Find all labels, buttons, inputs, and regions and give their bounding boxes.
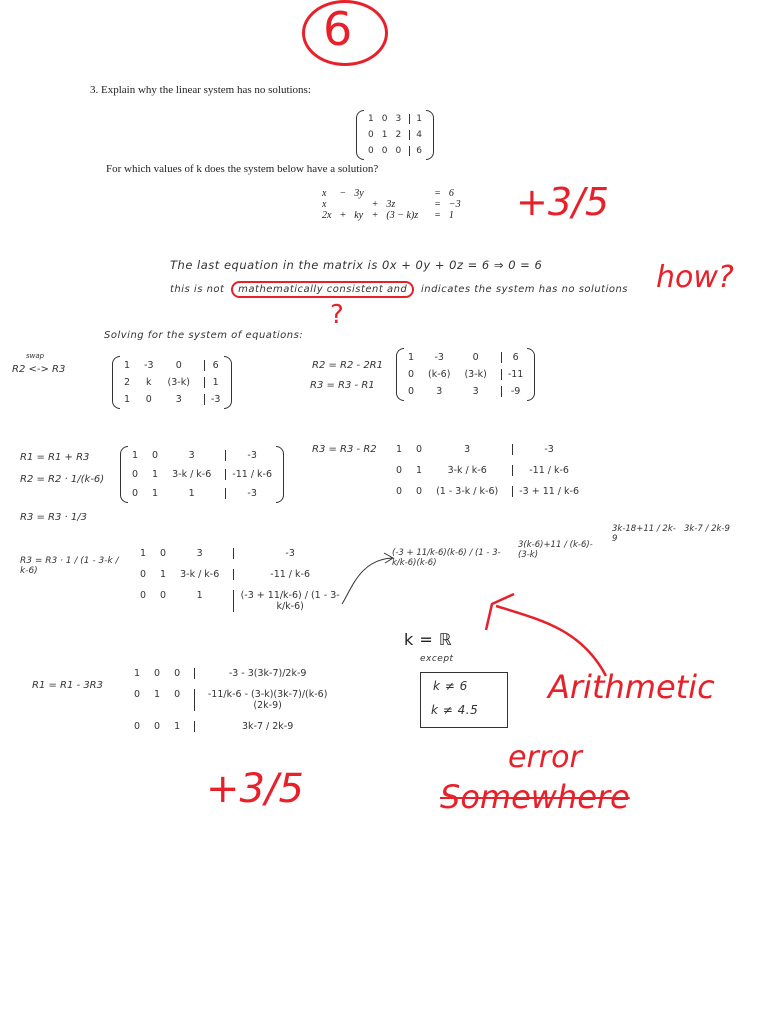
matrix-cell: 0: [160, 548, 167, 559]
matrix-cell: 3-k / k-6: [447, 465, 487, 476]
system-term: +: [371, 210, 379, 221]
answer-box: [420, 672, 508, 728]
matrix-cell: 1: [416, 465, 423, 476]
system-row: [318, 199, 465, 210]
comment-how: how?: [656, 260, 734, 295]
matrix-cell: 0: [134, 689, 141, 700]
linear-system: [318, 188, 465, 221]
matrix-cell: 0: [140, 569, 147, 580]
problem-matrix: [356, 110, 434, 160]
matrix-cell: 2: [124, 377, 131, 388]
comment-arithmetic: Arithmetic: [548, 668, 715, 706]
matrix-cell: 3: [175, 394, 182, 405]
system-term: 3y: [354, 188, 364, 199]
matrix-cell: 4: [409, 130, 422, 140]
system-term: 2x: [322, 210, 332, 221]
system-term: 6: [448, 188, 454, 199]
op-b2: R3 = R3 - R1: [310, 380, 375, 391]
matrix-cell: 0: [145, 394, 152, 405]
matrix-cell: 2: [395, 130, 402, 140]
matrix-cell: (1 - 3-k / k-6): [436, 486, 499, 497]
matrix-cell: 1: [152, 469, 159, 480]
matrix-cell: 6: [409, 146, 422, 156]
matrix-cell: -3: [225, 450, 272, 461]
matrix-cell: 1: [409, 114, 422, 124]
matrix-cell: 3: [472, 386, 479, 397]
matrix-cell: 1: [124, 394, 131, 405]
system-term: [422, 210, 430, 221]
matrix-cell: 0: [396, 486, 403, 497]
op-b1: R2 = R2 - 2R1: [312, 360, 383, 371]
matrix-cell: -11 / k-6: [233, 569, 340, 580]
matrix-cell: 1: [188, 488, 195, 499]
matrix-cell: 0: [416, 486, 423, 497]
matrix-cell: 0: [416, 444, 423, 455]
calc-2: 3(k-6)+11 / (k-6)-(3-k): [518, 540, 593, 560]
system-term: −: [339, 188, 347, 199]
answer-k: k = ℝ: [404, 630, 453, 649]
matrix-6: [130, 664, 338, 736]
op-d: R3 = R3 - R2: [312, 444, 377, 455]
system-term: [368, 188, 383, 199]
op-swap-label: swap: [26, 352, 45, 360]
score-mark-1: +3/5: [516, 180, 609, 224]
system-term: +: [339, 210, 347, 221]
matrix-cell: 1: [174, 721, 181, 732]
question-text: 3. Explain why the linear system has no solutions:: [90, 84, 311, 96]
matrix-cell: 0: [395, 146, 402, 156]
matrix-cell: 0: [174, 668, 181, 679]
matrix-cell: -3 + 11 / k-6: [512, 486, 579, 497]
matrix-cell: 3: [436, 386, 443, 397]
system-term: [422, 188, 430, 199]
matrix-cell: 6: [204, 360, 220, 371]
system-row: [318, 210, 465, 221]
answer-line-2-end: indicates the system has no solutions: [420, 284, 629, 295]
matrix-cell: 1: [204, 377, 220, 388]
comment-question-mark: ?: [330, 300, 344, 330]
matrix-cell: 0: [368, 146, 374, 156]
work-heading: Solving for the system of equations:: [104, 330, 304, 341]
matrix-cell: -11/k-6 - (3-k)(3k-7)/(k-6)(2k-9): [194, 689, 334, 711]
matrix-cell: 6: [501, 352, 524, 363]
matrix-cell: 0: [134, 721, 141, 732]
matrix-cell: 0: [472, 352, 479, 363]
matrix-cell: 0: [408, 369, 415, 380]
matrix-1: [112, 356, 232, 409]
matrix-cell: (3-k): [167, 377, 190, 388]
answer-except: except: [420, 654, 454, 664]
matrix-cell: 3: [395, 114, 402, 124]
matrix-cell: 0: [154, 668, 161, 679]
system-term: [422, 199, 430, 210]
answer-line-1: The last equation in the matrix is 0x + 0y + 0z = 6 ⇒ 0 = 6: [170, 258, 543, 272]
answer-line-2: [170, 284, 628, 295]
op-c1: R1 = R1 + R3: [20, 452, 90, 463]
system-term: [350, 199, 367, 210]
matrix-cell: 1: [396, 444, 403, 455]
matrix-cell: 0: [132, 469, 139, 480]
matrix-cell: 3: [196, 548, 203, 559]
system-term: +: [371, 199, 379, 210]
matrix-cell: 3-k / k-6: [180, 569, 220, 580]
matrix-cell: 1: [124, 360, 131, 371]
matrix-cell: 0: [396, 465, 403, 476]
matrix-cell: (3-k): [464, 369, 487, 380]
matrix-cell: 1: [368, 114, 374, 124]
matrix-cell: 3-k / k-6: [172, 469, 212, 480]
comment-somewhere: Somewhere: [440, 778, 630, 816]
op-e: R3 = R3 · 1 / (1 - 3-k / k-6): [20, 556, 119, 576]
matrix-cell: 0: [408, 386, 415, 397]
op-c2: R2 = R2 · 1/(k-6): [20, 474, 105, 485]
calc-3: 3k-18+11 / 2k-9: [612, 524, 676, 544]
system-term: =: [434, 210, 441, 221]
matrix-cell: (-3 + 11/k-6) / (1 - 3-k/k-6): [233, 590, 340, 612]
matrix-cell: 0: [174, 689, 181, 700]
matrix-cell: -3: [144, 360, 154, 371]
answer-condition-1: k ≠ 6: [433, 679, 468, 693]
system-term: 1: [448, 210, 454, 221]
matrix-4: [392, 440, 583, 501]
matrix-cell: -9: [501, 386, 524, 397]
matrix-cell: 1: [134, 668, 141, 679]
matrix-cell: 3: [464, 444, 471, 455]
matrix-5: [136, 544, 344, 616]
system-row: [318, 188, 465, 199]
matrix-cell: -3: [204, 394, 220, 405]
matrix-cell: 1: [160, 569, 167, 580]
system-term: x: [322, 188, 327, 199]
matrix-cell: 0: [154, 721, 161, 732]
system-term: =: [434, 199, 441, 210]
matrix-cell: 0: [152, 450, 159, 461]
arrow-connector: [338, 548, 398, 608]
circled-phrase: mathematically consistent and: [231, 281, 414, 298]
matrix-cell: 0: [160, 590, 167, 601]
matrix-cell: -11: [501, 369, 524, 380]
answer-condition-2: k ≠ 4.5: [431, 703, 479, 717]
matrix-cell: -11 / k-6: [512, 465, 579, 476]
matrix-cell: 1: [381, 130, 388, 140]
system-term: (3 − k)z: [386, 210, 419, 221]
system-term: x: [322, 199, 327, 210]
matrix-cell: k: [146, 377, 152, 388]
matrix-cell: -3: [434, 352, 444, 363]
calc-1: (-3 + 11/k-6)(k-6) / (1 - 3-k/k-6)(k-6): [392, 548, 501, 568]
matrix-cell: 1: [140, 548, 147, 559]
system-term: 3z: [386, 199, 396, 210]
system-term: =: [434, 188, 441, 199]
answer-line-2-start: this is not: [170, 284, 225, 295]
grade-score: 6: [323, 2, 353, 56]
matrix-cell: 1: [154, 689, 161, 700]
matrix-cell: 3k-7 / 2k-9: [194, 721, 334, 732]
system-term: [335, 199, 350, 210]
subquestion-text: For which values of k does the system below have a solution?: [106, 163, 379, 175]
matrix-3: [120, 446, 284, 503]
matrix-cell: -3: [225, 488, 272, 499]
matrix-cell: 1: [408, 352, 415, 363]
calc-4: 3k-7 / 2k-9: [684, 524, 730, 534]
matrix-cell: (k-6): [428, 369, 451, 380]
matrix-cell: 0: [368, 130, 374, 140]
matrix-cell: 1: [132, 450, 139, 461]
matrix-cell: -3: [233, 548, 340, 559]
matrix-cell: 1: [152, 488, 159, 499]
matrix-cell: -3: [512, 444, 579, 455]
matrix-cell: -11 / k-6: [225, 469, 272, 480]
matrix-cell: 3: [188, 450, 195, 461]
matrix-cell: 0: [175, 360, 182, 371]
matrix-cell: 1: [196, 590, 203, 601]
matrix-cell: 0: [381, 146, 388, 156]
score-mark-2: +3/5: [206, 766, 304, 812]
matrix-cell: -3 - 3(3k-7)/2k-9: [194, 668, 334, 679]
matrix-cell: 0: [381, 114, 388, 124]
system-term: [382, 188, 422, 199]
op-f: R1 = R1 - 3R3: [32, 680, 103, 691]
matrix-cell: 0: [140, 590, 147, 601]
op-swap: R2 <-> R3: [12, 364, 66, 375]
system-term: −3: [448, 199, 461, 210]
op-c3: R3 = R3 · 1/3: [20, 512, 87, 523]
comment-error: error: [508, 740, 582, 775]
matrix-cell: 0: [132, 488, 139, 499]
system-term: ky: [354, 210, 364, 221]
matrix-2: [396, 348, 535, 401]
